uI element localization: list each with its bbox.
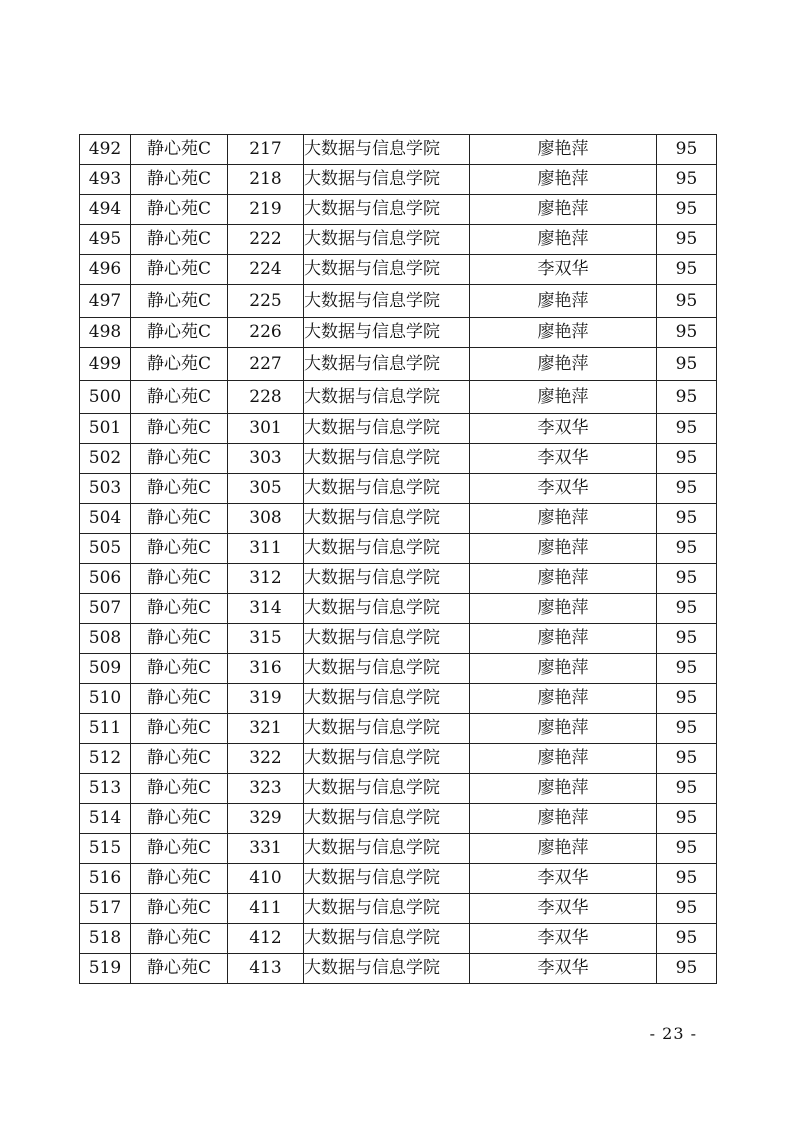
- staff-name-cell: 廖艳萍: [470, 165, 657, 195]
- building-cell: 静心苑C: [131, 195, 228, 225]
- room-number-cell: 329: [228, 804, 304, 834]
- table-row: [80, 894, 717, 924]
- building-cell: 静心苑C: [131, 348, 228, 381]
- building-cell: 静心苑C: [131, 834, 228, 864]
- score-cell: 95: [657, 684, 717, 714]
- college-cell: 大数据与信息学院: [304, 924, 470, 954]
- score-cell: 95: [657, 624, 717, 654]
- staff-name-cell: 廖艳萍: [470, 774, 657, 804]
- table-row: [80, 318, 717, 348]
- college-cell: 大数据与信息学院: [304, 564, 470, 594]
- row-number-cell: 506: [80, 564, 131, 594]
- college-cell: 大数据与信息学院: [304, 894, 470, 924]
- row-number-cell: 503: [80, 474, 131, 504]
- building-cell: 静心苑C: [131, 654, 228, 684]
- college-cell: 大数据与信息学院: [304, 255, 470, 285]
- room-number-cell: 219: [228, 195, 304, 225]
- staff-name-cell: 廖艳萍: [470, 594, 657, 624]
- row-number-cell: 507: [80, 594, 131, 624]
- row-number-cell: 498: [80, 318, 131, 348]
- college-cell: 大数据与信息学院: [304, 864, 470, 894]
- row-number-cell: 494: [80, 195, 131, 225]
- staff-name-cell: 李双华: [470, 255, 657, 285]
- room-number-cell: 331: [228, 834, 304, 864]
- score-cell: 95: [657, 954, 717, 984]
- room-number-cell: 411: [228, 894, 304, 924]
- table-row: [80, 924, 717, 954]
- college-cell: 大数据与信息学院: [304, 504, 470, 534]
- row-number-cell: 512: [80, 744, 131, 774]
- college-cell: 大数据与信息学院: [304, 165, 470, 195]
- table-row: [80, 348, 717, 381]
- building-cell: 静心苑C: [131, 225, 228, 255]
- room-number-cell: 315: [228, 624, 304, 654]
- row-number-cell: 516: [80, 864, 131, 894]
- table-row: [80, 954, 717, 984]
- room-number-cell: 218: [228, 165, 304, 195]
- score-cell: 95: [657, 444, 717, 474]
- score-cell: 95: [657, 255, 717, 285]
- row-number-cell: 502: [80, 444, 131, 474]
- table-row: [80, 654, 717, 684]
- staff-name-cell: 廖艳萍: [470, 318, 657, 348]
- building-cell: 静心苑C: [131, 564, 228, 594]
- dormitory-score-table: [79, 134, 717, 984]
- college-cell: 大数据与信息学院: [304, 594, 470, 624]
- building-cell: 静心苑C: [131, 954, 228, 984]
- score-cell: 95: [657, 834, 717, 864]
- building-cell: 静心苑C: [131, 894, 228, 924]
- staff-name-cell: 廖艳萍: [470, 654, 657, 684]
- table-row: [80, 135, 717, 165]
- score-cell: 95: [657, 594, 717, 624]
- table-row: [80, 594, 717, 624]
- staff-name-cell: 廖艳萍: [470, 504, 657, 534]
- college-cell: 大数据与信息学院: [304, 834, 470, 864]
- room-number-cell: 413: [228, 954, 304, 984]
- table-row: [80, 285, 717, 318]
- row-number-cell: 513: [80, 774, 131, 804]
- staff-name-cell: 李双华: [470, 474, 657, 504]
- row-number-cell: 505: [80, 534, 131, 564]
- room-number-cell: 311: [228, 534, 304, 564]
- row-number-cell: 511: [80, 714, 131, 744]
- table-row: [80, 444, 717, 474]
- table-row: [80, 804, 717, 834]
- row-number-cell: 517: [80, 894, 131, 924]
- row-number-cell: 515: [80, 834, 131, 864]
- college-cell: 大数据与信息学院: [304, 225, 470, 255]
- score-cell: 95: [657, 714, 717, 744]
- building-cell: 静心苑C: [131, 504, 228, 534]
- score-cell: 95: [657, 534, 717, 564]
- table-row: [80, 684, 717, 714]
- score-cell: 95: [657, 225, 717, 255]
- room-number-cell: 316: [228, 654, 304, 684]
- building-cell: 静心苑C: [131, 135, 228, 165]
- score-cell: 95: [657, 864, 717, 894]
- score-cell: 95: [657, 924, 717, 954]
- college-cell: 大数据与信息学院: [304, 654, 470, 684]
- score-cell: 95: [657, 774, 717, 804]
- building-cell: 静心苑C: [131, 624, 228, 654]
- score-cell: 95: [657, 318, 717, 348]
- score-cell: 95: [657, 381, 717, 414]
- score-cell: 95: [657, 165, 717, 195]
- staff-name-cell: 李双华: [470, 954, 657, 984]
- staff-name-cell: 李双华: [470, 924, 657, 954]
- college-cell: 大数据与信息学院: [304, 534, 470, 564]
- building-cell: 静心苑C: [131, 714, 228, 744]
- table-row: [80, 414, 717, 444]
- college-cell: 大数据与信息学院: [304, 285, 470, 318]
- staff-name-cell: 廖艳萍: [470, 225, 657, 255]
- row-number-cell: 492: [80, 135, 131, 165]
- college-cell: 大数据与信息学院: [304, 954, 470, 984]
- score-cell: 95: [657, 894, 717, 924]
- row-number-cell: 518: [80, 924, 131, 954]
- staff-name-cell: 廖艳萍: [470, 684, 657, 714]
- staff-name-cell: 李双华: [470, 894, 657, 924]
- room-number-cell: 224: [228, 255, 304, 285]
- room-number-cell: 321: [228, 714, 304, 744]
- building-cell: 静心苑C: [131, 444, 228, 474]
- score-cell: 95: [657, 285, 717, 318]
- score-cell: 95: [657, 564, 717, 594]
- room-number-cell: 226: [228, 318, 304, 348]
- college-cell: 大数据与信息学院: [304, 318, 470, 348]
- room-number-cell: 217: [228, 135, 304, 165]
- room-number-cell: 222: [228, 225, 304, 255]
- room-number-cell: 303: [228, 444, 304, 474]
- building-cell: 静心苑C: [131, 804, 228, 834]
- building-cell: 静心苑C: [131, 285, 228, 318]
- staff-name-cell: 廖艳萍: [470, 534, 657, 564]
- room-number-cell: 308: [228, 504, 304, 534]
- college-cell: 大数据与信息学院: [304, 381, 470, 414]
- staff-name-cell: 李双华: [470, 444, 657, 474]
- building-cell: 静心苑C: [131, 744, 228, 774]
- row-number-cell: 493: [80, 165, 131, 195]
- building-cell: 静心苑C: [131, 381, 228, 414]
- staff-name-cell: 廖艳萍: [470, 381, 657, 414]
- score-cell: 95: [657, 414, 717, 444]
- score-cell: 95: [657, 654, 717, 684]
- building-cell: 静心苑C: [131, 414, 228, 444]
- table-row: [80, 834, 717, 864]
- score-cell: 95: [657, 135, 717, 165]
- row-number-cell: 495: [80, 225, 131, 255]
- room-number-cell: 305: [228, 474, 304, 504]
- table-row: [80, 474, 717, 504]
- row-number-cell: 499: [80, 348, 131, 381]
- table-row: [80, 624, 717, 654]
- staff-name-cell: 廖艳萍: [470, 744, 657, 774]
- table-row: [80, 225, 717, 255]
- building-cell: 静心苑C: [131, 165, 228, 195]
- score-cell: 95: [657, 348, 717, 381]
- staff-name-cell: 廖艳萍: [470, 135, 657, 165]
- row-number-cell: 509: [80, 654, 131, 684]
- score-cell: 95: [657, 474, 717, 504]
- building-cell: 静心苑C: [131, 534, 228, 564]
- table-row: [80, 195, 717, 225]
- college-cell: 大数据与信息学院: [304, 774, 470, 804]
- table-row: [80, 255, 717, 285]
- room-number-cell: 412: [228, 924, 304, 954]
- table-row: [80, 165, 717, 195]
- college-cell: 大数据与信息学院: [304, 135, 470, 165]
- room-number-cell: 225: [228, 285, 304, 318]
- college-cell: 大数据与信息学院: [304, 744, 470, 774]
- table-row: [80, 864, 717, 894]
- college-cell: 大数据与信息学院: [304, 474, 470, 504]
- college-cell: 大数据与信息学院: [304, 348, 470, 381]
- college-cell: 大数据与信息学院: [304, 444, 470, 474]
- building-cell: 静心苑C: [131, 684, 228, 714]
- staff-name-cell: 廖艳萍: [470, 285, 657, 318]
- row-number-cell: 508: [80, 624, 131, 654]
- college-cell: 大数据与信息学院: [304, 414, 470, 444]
- room-number-cell: 323: [228, 774, 304, 804]
- row-number-cell: 514: [80, 804, 131, 834]
- staff-name-cell: 廖艳萍: [470, 624, 657, 654]
- building-cell: 静心苑C: [131, 594, 228, 624]
- staff-name-cell: 廖艳萍: [470, 804, 657, 834]
- table-row: [80, 744, 717, 774]
- staff-name-cell: 廖艳萍: [470, 348, 657, 381]
- staff-name-cell: 李双华: [470, 414, 657, 444]
- room-number-cell: 301: [228, 414, 304, 444]
- row-number-cell: 504: [80, 504, 131, 534]
- room-number-cell: 312: [228, 564, 304, 594]
- college-cell: 大数据与信息学院: [304, 195, 470, 225]
- college-cell: 大数据与信息学院: [304, 624, 470, 654]
- staff-name-cell: 李双华: [470, 864, 657, 894]
- building-cell: 静心苑C: [131, 255, 228, 285]
- building-cell: 静心苑C: [131, 774, 228, 804]
- page-number: - 23 -: [649, 1024, 697, 1043]
- table-row: [80, 381, 717, 414]
- room-number-cell: 228: [228, 381, 304, 414]
- row-number-cell: 501: [80, 414, 131, 444]
- table-row: [80, 534, 717, 564]
- staff-name-cell: 廖艳萍: [470, 834, 657, 864]
- staff-name-cell: 廖艳萍: [470, 195, 657, 225]
- building-cell: 静心苑C: [131, 318, 228, 348]
- room-number-cell: 410: [228, 864, 304, 894]
- room-number-cell: 227: [228, 348, 304, 381]
- room-number-cell: 319: [228, 684, 304, 714]
- college-cell: 大数据与信息学院: [304, 804, 470, 834]
- college-cell: 大数据与信息学院: [304, 714, 470, 744]
- score-cell: 95: [657, 804, 717, 834]
- table-row: [80, 564, 717, 594]
- score-cell: 95: [657, 195, 717, 225]
- staff-name-cell: 廖艳萍: [470, 714, 657, 744]
- table-row: [80, 504, 717, 534]
- room-number-cell: 322: [228, 744, 304, 774]
- building-cell: 静心苑C: [131, 474, 228, 504]
- table-row: [80, 714, 717, 744]
- row-number-cell: 510: [80, 684, 131, 714]
- room-number-cell: 314: [228, 594, 304, 624]
- building-cell: 静心苑C: [131, 864, 228, 894]
- row-number-cell: 519: [80, 954, 131, 984]
- score-cell: 95: [657, 504, 717, 534]
- staff-name-cell: 廖艳萍: [470, 564, 657, 594]
- row-number-cell: 497: [80, 285, 131, 318]
- table-body: [80, 135, 717, 984]
- row-number-cell: 496: [80, 255, 131, 285]
- score-cell: 95: [657, 744, 717, 774]
- building-cell: 静心苑C: [131, 924, 228, 954]
- college-cell: 大数据与信息学院: [304, 684, 470, 714]
- table-row: [80, 774, 717, 804]
- row-number-cell: 500: [80, 381, 131, 414]
